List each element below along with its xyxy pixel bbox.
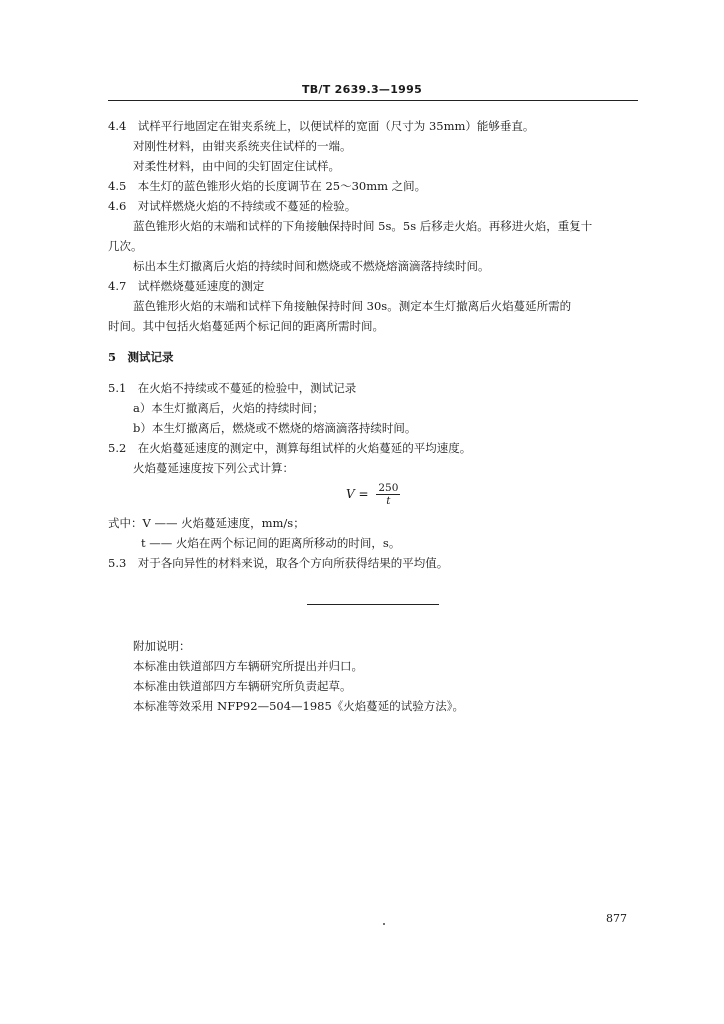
clause-4-4-rigid: 对刚性材料，由钳夹系统夹住试样的一端。	[133, 139, 352, 153]
clause-4-4: 4.4 试样平行地固定在钳夹系统上，以便试样的宽面（尺寸为 35mm）能够垂直。	[108, 119, 535, 133]
formula-fraction	[376, 482, 400, 507]
clause-5-2: 5.2 在火焰蔓延速度的测定中，测算每组试样的火焰蔓延的平均速度。	[108, 441, 472, 455]
page-number: 877	[606, 912, 627, 925]
clause-5-1: 5.1 在火焰不持续或不蔓延的检验中，测试记录	[108, 381, 357, 395]
formula-numerator: 250	[378, 482, 399, 494]
formula-denominator: t	[386, 495, 391, 507]
clause-5-2-formula-intro: 火焰蔓延速度按下列公式计算：	[133, 461, 294, 475]
clause-4-6: 4.6 对试样燃烧火焰的不持续或不蔓延的检验。	[108, 199, 357, 213]
clause-4-4-flexible: 对柔性材料，由中间的尖钉固定住试样。	[133, 159, 340, 173]
clause-4-7-body-2: 时间。其中包括火焰蔓延两个标记间的距离所需时间。	[108, 319, 384, 333]
clause-5-1-b: b）本生灯撤离后，燃烧或不燃烧的熔滴滴落持续时间。	[133, 421, 417, 435]
clause-4-6-body-1: 蓝色锥形火焰的末端和试样的下角接触保持时间 5s。5s 后移走火焰。再移进火焰，重复十	[133, 219, 593, 233]
note-line-3: 本标准等效采用 NFP92—504—1985《火焰蔓延的试验方法》。	[133, 699, 465, 713]
formula-legend-v: 式中：V —— 火焰蔓延速度，mm/s；	[108, 516, 305, 530]
clause-4-6-body-3: 标出本生灯撤离后火焰的持续时间和燃烧或不燃烧熔滴滴落持续时间。	[133, 259, 490, 273]
document-code-header: TB/T 2639.3—1995	[301, 83, 423, 96]
clause-4-7: 4.7 试样燃烧蔓延速度的测定	[108, 279, 265, 293]
clause-5-3: 5.3 对于各向异性的材料来说，取各个方向所获得结果的平均值。	[108, 556, 449, 570]
formula-lhs: V =	[346, 487, 369, 501]
note-line-2: 本标准由铁道部四方车辆研究所负责起草。	[133, 679, 352, 693]
clause-4-7-body-1: 蓝色锥形火焰的末端和试样下角接触保持时间 30s。测定本生灯撤离后火焰蔓延所需的	[133, 299, 572, 313]
end-rule	[307, 604, 439, 605]
clause-4-5: 4.5 本生灯的蓝色锥形火焰的长度调节在 25～30mm 之间。	[108, 179, 427, 193]
note-line-1: 本标准由铁道部四方车辆研究所提出并归口。	[133, 659, 363, 673]
clause-4-6-body-2: 几次。	[108, 239, 143, 253]
note-title: 附加说明：	[133, 639, 191, 653]
stray-dot	[383, 923, 385, 925]
section-5-heading: 5 测试记录	[108, 350, 174, 364]
velocity-formula	[346, 482, 400, 507]
clause-5-1-a: a）本生灯撤离后，火焰的持续时间；	[133, 401, 324, 415]
formula-legend-t: t —— 火焰在两个标记间的距离所移动的时间，s。	[141, 536, 401, 550]
header-rule	[108, 100, 638, 101]
